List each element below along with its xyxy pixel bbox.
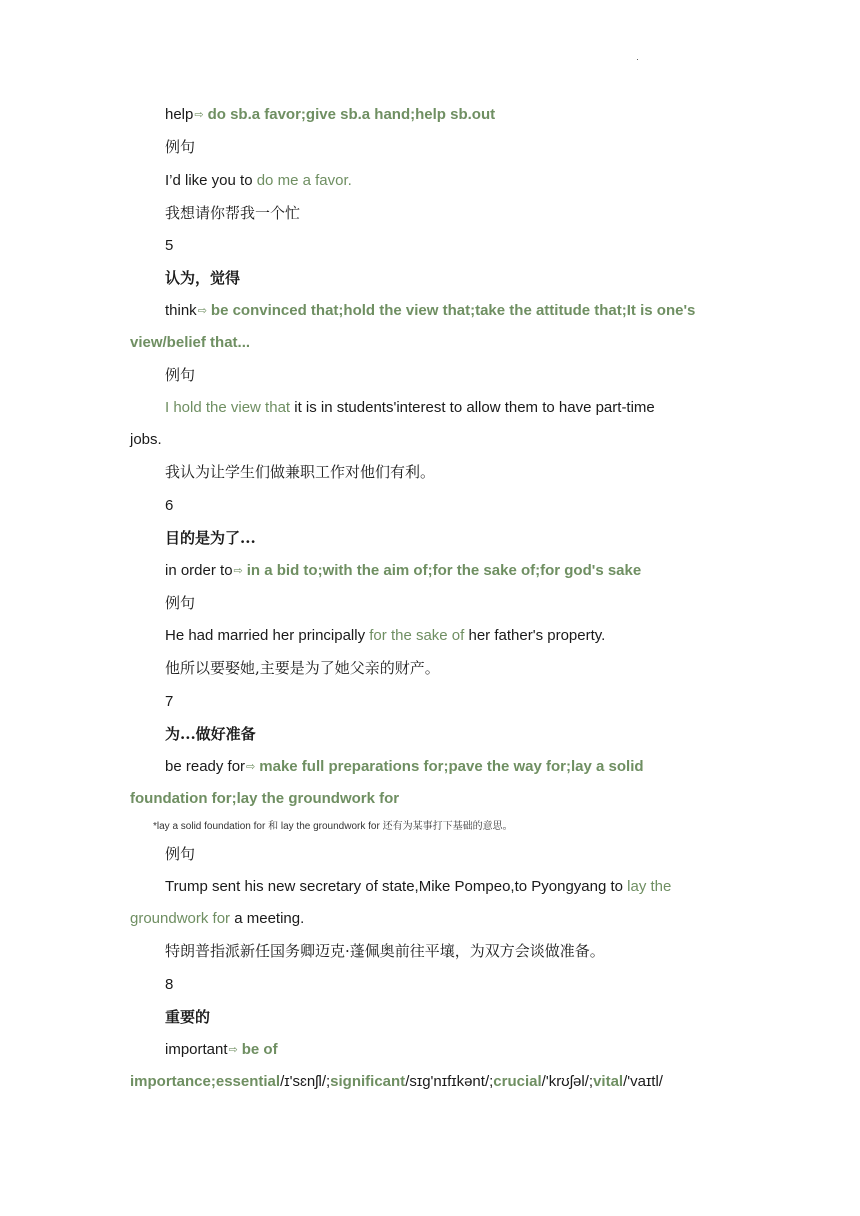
example-sentence: I hold the view that it is in students'interest to allow them to have part-time — [165, 399, 655, 416]
section-heading: 认为，觉得 — [165, 269, 241, 287]
section-number: 8 — [165, 976, 174, 993]
phonetic: /'krʊʃəl/; — [541, 1073, 594, 1090]
arrow-right-icon: ⇨ — [194, 109, 204, 121]
highlight-phrase: lay the — [627, 878, 672, 895]
section-number: 5 — [165, 237, 174, 254]
footnote: *lay a solid foundation for 和 lay the groundwork for 还有为某事打下基础的意思。 — [153, 821, 513, 832]
example-sentence: Trump sent his new secretary of state,Mike Pompeo,to Pyongyang to lay the — [165, 878, 672, 895]
highlight-phrase: I hold the view that — [165, 399, 291, 416]
section-heading: 目的是为了... — [165, 529, 256, 547]
arrow-right-icon: ⇨ — [233, 565, 243, 577]
translation: 我认为让学生们做兼职工作对他们有利。 — [165, 463, 436, 481]
synonyms-help: do sb.a favor;give sb.a hand;help sb.out — [207, 106, 496, 123]
page-marker: · — [636, 54, 639, 64]
example-label: 例句 — [165, 845, 196, 863]
arrow-right-icon: ⇨ — [228, 1044, 238, 1056]
translation: 他所以要娶她,主要是为了她父亲的财产。 — [165, 659, 440, 677]
entry-be-ready-for: be ready for⇨ make full preparations for;pave the way for;lay a solid — [165, 758, 644, 775]
example-sentence: I’d like you to do me a favor. — [165, 172, 352, 189]
synonyms-continued: foundation for;lay the groundwork for — [130, 790, 400, 807]
highlight-phrase: do me a favor. — [256, 172, 352, 189]
highlight-phrase: groundwork for — [130, 910, 231, 927]
translation: 我想请你帮我一个忙 — [165, 204, 301, 222]
phonetic: /ɪ'sɛnʃl/; — [280, 1073, 331, 1090]
example-label: 例句 — [165, 366, 196, 384]
section-number: 7 — [165, 693, 174, 710]
entry-think: think⇨ be convinced that;hold the view that;take the attitude that;It is one's — [165, 302, 696, 319]
word-help: help — [165, 106, 194, 123]
example-label: 例句 — [165, 138, 196, 156]
arrow-right-icon: ⇨ — [197, 305, 207, 317]
arrow-right-icon: ⇨ — [246, 761, 256, 773]
section-heading: 重要的 — [165, 1008, 211, 1026]
example-sentence-continued: jobs. — [130, 431, 162, 448]
example-sentence-continued: groundwork for a meeting. — [130, 910, 305, 927]
entry-important: important⇨ be of — [165, 1041, 278, 1058]
highlight-phrase: for the sake of — [369, 627, 465, 644]
entry-in-order-to: in order to⇨ in a bid to;with the aim of;for the sake of;for god's sake — [165, 562, 642, 579]
section-heading: 为...做好准备 — [165, 725, 256, 743]
synonyms-continued: importance;essential/ɪ'sɛnʃl/;significant/sɪɡ'nɪfɪkənt/;crucial/'krʊʃəl/;vital/'vaɪtl/ — [130, 1073, 663, 1090]
example-sentence: He had married her principally for the sake of her father's property. — [165, 627, 606, 644]
phonetic: /sɪɡ'nɪfɪkənt/; — [405, 1073, 494, 1090]
synonyms-continued: view/belief that... — [130, 334, 251, 351]
section-number: 6 — [165, 497, 174, 514]
example-label: 例句 — [165, 594, 196, 612]
translation: 特朗普指派新任国务卿迈克·蓬佩奥前往平壤，为双方会谈做准备。 — [165, 942, 605, 960]
entry-help — [165, 105, 765, 125]
phonetic: /'vaɪtl/ — [623, 1073, 663, 1090]
